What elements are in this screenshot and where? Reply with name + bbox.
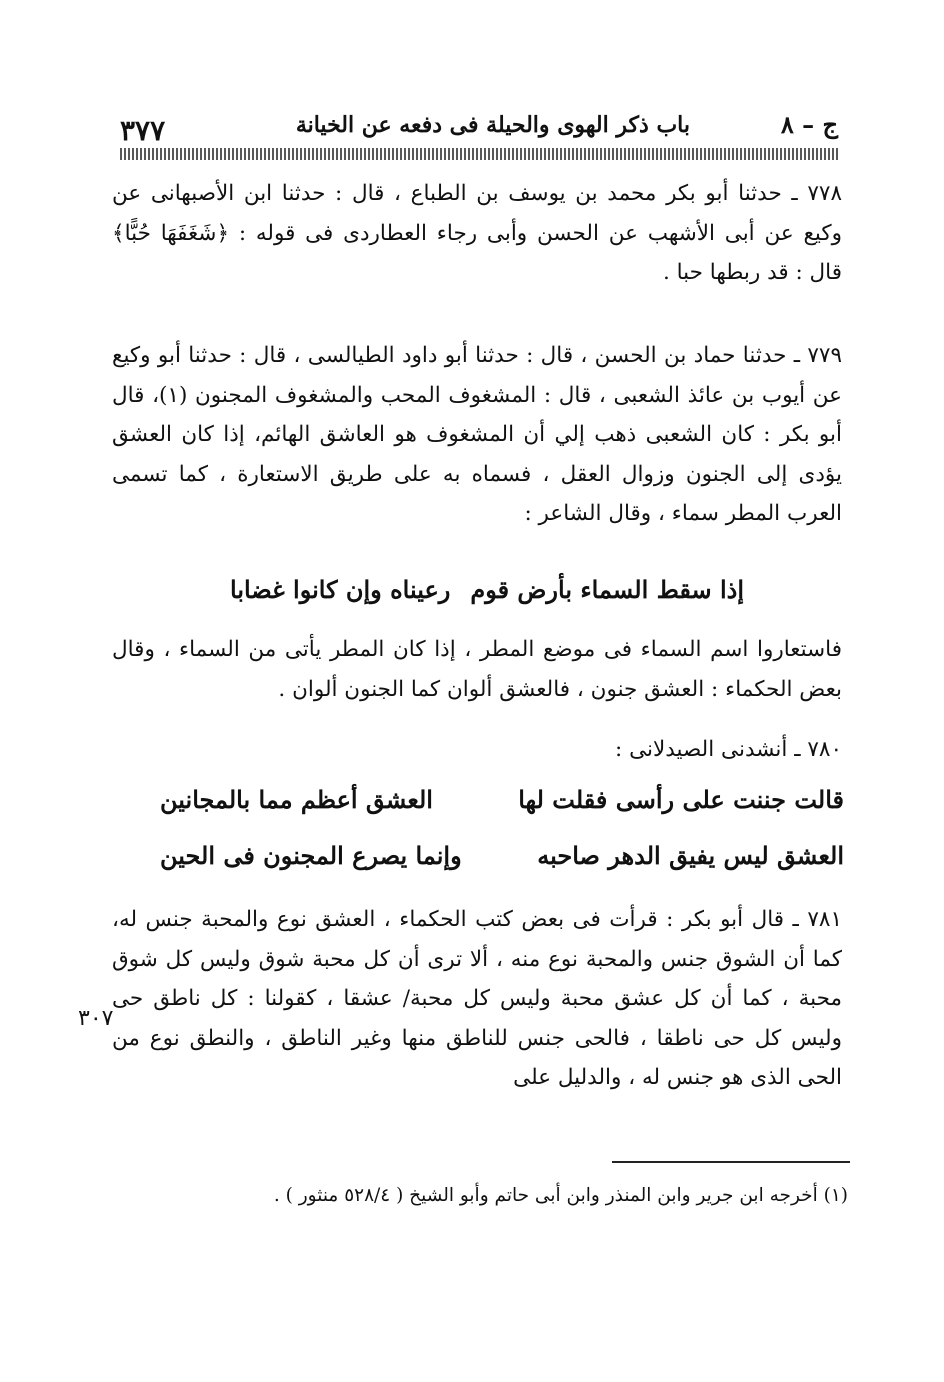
verse-line xyxy=(160,785,844,829)
running-header xyxy=(120,108,838,148)
verse-first-hemistich: قالت جننت على رأسى فقلت لها xyxy=(518,785,844,814)
verse-line xyxy=(160,841,844,885)
volume-label: ج – ٨ xyxy=(780,110,838,139)
footnote-divider xyxy=(612,1161,850,1163)
verse-first-hemistich: العشق ليس يفيق الدهر صاحبه xyxy=(537,841,844,870)
paragraph-780: ٧٨٠ ـ أنشدنى الصيدلانى : xyxy=(615,737,842,762)
verse-second-hemistich: رعيناه وإن كانوا غضابا xyxy=(230,575,451,604)
verse-first-hemistich: إذا سقط السماء بأرض قوم xyxy=(470,575,744,604)
verse-line xyxy=(230,575,744,619)
chapter-title: باب ذكر الهوى والحيلة فى دفعه عن الخيانة xyxy=(295,112,690,138)
page-number: ٣٧٧ xyxy=(120,114,166,147)
verse-second-hemistich: وإنما يصرع المجنون فى الحين xyxy=(160,841,462,870)
verse-second-hemistich: العشق أعظم مما بالمجانين xyxy=(160,785,433,814)
paragraph-781: ٧٨١ ـ قال أبو بكر : قرأت فى بعض كتب الحكماء ، العشق نوع والمحبة جنس له، كما أن الشوق جنس والمحبة نوع منه ، ألا ترى أن كل محبة شوق وليس كل شوق محبة ، كما أن كل عشق محبة وليس كل محبة/ عشقا ، كقولنا : كل ناطق حى وليس كل حى ناطقا ، فالحى جنس للناطق منها وغير الناطق ، والنطق نوع من الحى الذى هو جنس له ، والدليل على xyxy=(112,907,842,1090)
footnote: (١) أخرجه ابن جرير وابن المنذر وابن أبى حاتم وأبو الشيخ ( ٥٢٨/٤ منثور ) . xyxy=(273,1185,848,1206)
paragraph-metaphor: فاستعاروا اسم السماء فى موضع المطر ، إذا كان المطر يأتى من السماء ، وقال بعض الحكماء : العشق جنون ، فالعشق ألوان كما الجنون ألوان . xyxy=(112,637,842,702)
header-divider xyxy=(120,148,838,160)
margin-page-reference: ٣٠٧ xyxy=(78,1006,114,1031)
paragraph-778: ٧٧٨ ـ حدثنا أبو بكر محمد بن يوسف بن الطباع ، قال : حدثنا ابن الأصبهانى عن وكيع عن أبى الأشهب عن الحسن وأبى رجاء العطاردى فى قوله : ﴿شَغَفَهَا حُبًّا﴾ قال : قد ربطها حبا . xyxy=(112,181,842,285)
paragraph-779: ٧٧٩ ـ حدثنا حماد بن الحسن ، قال : حدثنا أبو داود الطيالسى ، قال : حدثنا أبو وكيع عن أيوب بن عائذ الشعبى ، قال : المشغوف المحب والمشغوف المجنون (١)، قال أبو بكر : كان الشعبى ذهب إلي أن المشغوف هو العاشق الهائم، إذا كان العشق يؤدى إلى الجنون وزوال العقل ، فسماه به على طريق الاستعارة ، كما تسمى العرب المطر سماء ، وقال الشاعر : xyxy=(112,343,842,526)
